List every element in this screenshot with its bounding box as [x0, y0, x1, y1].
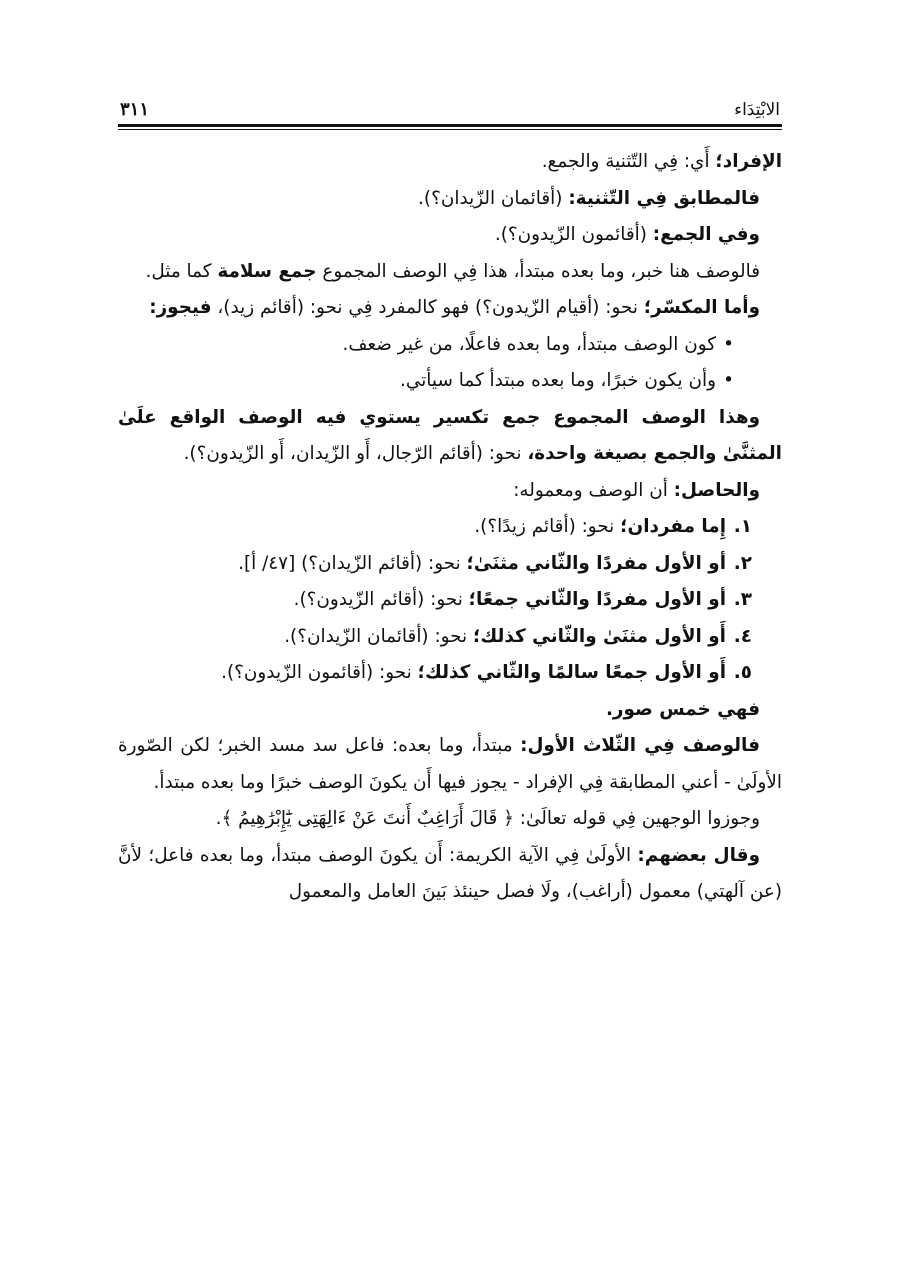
text: نحو: (أقائم الزّيدان؟) [٤٧/ أ].: [238, 552, 467, 574]
text: فالوصف هنا خبر، وما بعده مبتدأ، هذا فِي الوصف المجموع: [316, 260, 760, 282]
running-title: الابْتِدَاء: [734, 100, 780, 120]
bold-term: أو الأول مفردًا والثّاني جمعًا؛: [468, 589, 726, 610]
bold-term: فهي خمس صور.: [605, 698, 760, 720]
bold-term: وأما المكسّر؛: [643, 297, 760, 318]
page: [118, 80, 782, 911]
page-body: [118, 144, 782, 911]
item-number: ٥.: [733, 662, 752, 683]
bold-term: أو الأول مفردًا والثّاني مثنَىٰ؛: [466, 552, 726, 574]
page-number: ٣١١: [120, 99, 150, 120]
paragraph-ifrad: [118, 144, 782, 181]
bullet-list: [118, 327, 782, 400]
paragraph-baduhum: [118, 838, 782, 911]
paragraph-mukassar: [118, 290, 782, 327]
header-rule-thick: [118, 124, 782, 127]
text: نحو: (أقائمان الزّيدان؟).: [284, 625, 473, 647]
text: نحو: (أقائم الزّيدون؟).: [293, 589, 469, 610]
list-item: [118, 546, 752, 583]
paragraph-hasil: [118, 473, 782, 510]
bold-term: وهذا الوصف المجموع جمع تكسير يستوي فيه الوصف الواقع علَىٰ المثنَّىٰ والجمع بصيغة واحدة،: [118, 406, 782, 464]
list-item: [118, 582, 752, 619]
text: .: [215, 808, 222, 829]
paragraph-thalath: [118, 728, 782, 801]
bold-term: إِما مفردان؛: [620, 516, 726, 537]
text: نحو: (أقائم زيدًا؟).: [474, 516, 621, 537]
list-item: • وأن يكون خبرًا، وما بعده مبتدأ كما سيأتي.: [118, 363, 734, 400]
text: نحو: (أقيام الزّيدون؟) فهو كالمفرد فِي نحو: (أقائم زيد)،: [211, 297, 644, 318]
list-item: [118, 509, 752, 546]
paragraph-wajhain: [118, 801, 782, 838]
paragraph-khabar: [118, 254, 782, 291]
header-rule-thin: [118, 129, 782, 130]
bold-term: جمع سلامة: [217, 260, 317, 282]
text: مبتدأ، وما بعده: فاعل سد مسد الخبر؛ لكن الصّورة الأولَىٰ - أعني المطابقة فِي الإفراد - يجوز فيها أَن يكونَ الوصف خبرًا وما بعده مبتدأ.: [118, 735, 782, 793]
text: أن الوصف ومعموله:: [513, 479, 674, 501]
text: وجوزوا الوجهين فِي قوله تعالَىٰ:: [513, 808, 760, 829]
list-item: [118, 619, 752, 656]
item-number: ١.: [733, 516, 752, 537]
bold-term: فيجوز:: [149, 297, 212, 318]
numbered-list: [118, 509, 782, 692]
text: (أقائمان الزّيدان؟).: [418, 187, 569, 209]
bold-term: والحاصل:: [673, 479, 760, 501]
item-number: ٣.: [733, 589, 752, 610]
item-number: ٢.: [733, 552, 752, 574]
bold-term: الإفراد؛: [715, 151, 782, 172]
bold-term: وفي الجمع:: [652, 224, 760, 245]
item-number: ٤.: [733, 625, 752, 647]
list-item: • كون الوصف مبتدأ، وما بعده فاعلًا، من غير ضعف.: [118, 327, 734, 364]
bold-term: وقال بعضهم:: [637, 844, 760, 866]
bold-term: أَو الأول مثنَىٰ والثّاني كذلك؛: [472, 625, 726, 647]
text: أَي: فِي التّثنية والجمع.: [541, 151, 716, 172]
paragraph-taksir: [118, 400, 782, 473]
text: نحو: (أقائمون الزّيدون؟).: [221, 662, 418, 683]
bold-term: أَو الأول جمعًا سالمًا والثّاني كذلك؛: [417, 662, 726, 683]
paragraph-khams-suwar: [118, 692, 782, 729]
paragraph-jam: [118, 217, 782, 254]
text: الأولَىٰ فِي الآية الكريمة: أَن يكونَ الوصف مبتدأ، وما بعده فاعل؛ لأنَّ (عن آلهتي) معمول (أراغب)، ولَا فصل حينئذ بَينَ العامل والمعمول: [118, 844, 782, 902]
paragraph-tathniya: [118, 181, 782, 218]
quran-verse: ﴿ قَالَ أَرَاغِبٌ أَنتَ عَنْ ءَالِهَتِى يَٰٓإِبْرَٰهِيمُ ﴾: [221, 808, 514, 829]
bold-term: فالمطابق فِي التّثنية:: [568, 187, 760, 209]
page-header: [118, 80, 782, 120]
text: كما مثل.: [145, 260, 218, 282]
text: (أقائمون الزّيدون؟).: [494, 224, 653, 245]
bold-term: فالوصف فِي الثّلاث الأول:: [520, 735, 760, 756]
list-item: [118, 655, 752, 692]
text: نحو: (أقائم الرّجال، أَو الزّيدان، أَو الزّيدون؟).: [183, 443, 528, 464]
